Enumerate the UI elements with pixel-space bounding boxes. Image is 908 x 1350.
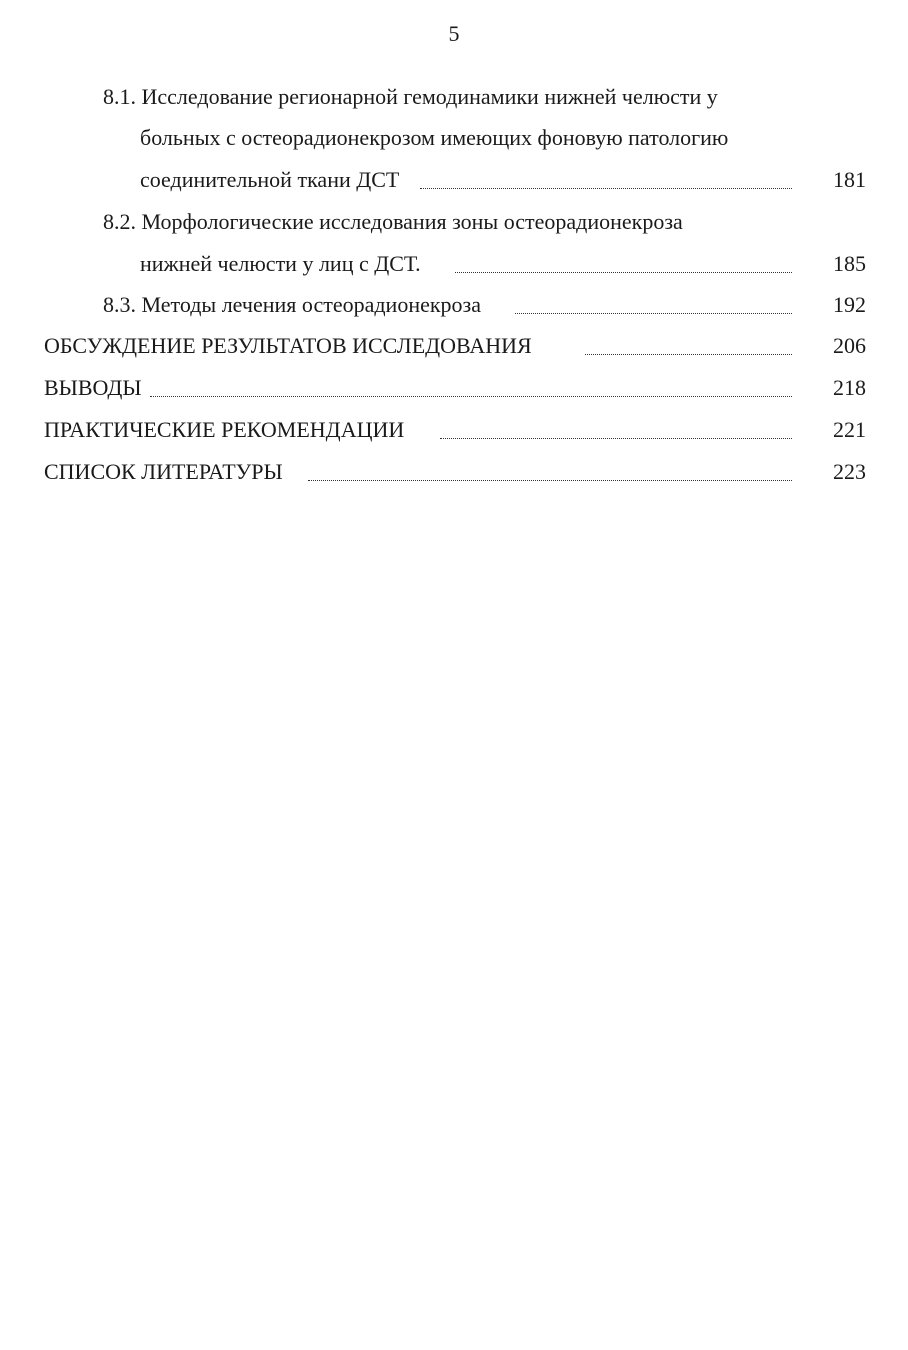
toc-entry-discussion[interactable] — [0, 331, 908, 361]
dot-leader — [440, 438, 792, 439]
toc-entry-8-1-line-1[interactable]: 8.1. Исследование регионарной гемодинамики нижней челюсти у — [103, 84, 718, 109]
dot-leader — [308, 480, 792, 481]
toc-page-references: 223 — [833, 459, 866, 484]
page-number: 5 — [448, 21, 460, 46]
toc-entry-recommendations[interactable] — [0, 415, 908, 445]
toc-page-8-1: 181 — [833, 167, 866, 192]
dot-leader — [150, 396, 792, 397]
toc-entry-8-2-line-2: нижней челюсти у лиц с ДСТ. — [140, 249, 421, 279]
toc-entry-references-label: СПИСОК ЛИТЕРАТУРЫ — [44, 457, 283, 487]
toc-entry-8-2-last-line[interactable] — [0, 249, 908, 279]
toc-entry-8-3[interactable] — [0, 290, 908, 320]
toc-page-8-3: 192 — [833, 292, 866, 317]
dot-leader — [455, 272, 792, 273]
dot-leader — [420, 188, 792, 189]
dot-leader — [585, 354, 792, 355]
toc-page-discussion: 206 — [833, 333, 866, 358]
toc-entry-8-3-label: 8.3. Методы лечения остеорадионекроза — [103, 290, 481, 320]
toc-entry-references[interactable] — [0, 457, 908, 487]
toc-entry-8-1-line-2[interactable]: больных с остеорадионекрозом имеющих фоновую патологию — [140, 125, 729, 150]
toc-entry-conclusions-label: ВЫВОДЫ — [44, 373, 142, 403]
dot-leader — [515, 313, 792, 314]
toc-entry-8-1-line-3: соединительной ткани ДСТ — [140, 165, 399, 195]
toc-entry-8-2-line-1[interactable]: 8.2. Морфологические исследования зоны остеорадионекроза — [103, 209, 683, 234]
toc-page-8-2: 185 — [833, 251, 866, 276]
toc-entry-8-1-last-line[interactable] — [0, 165, 908, 195]
toc-page-recommendations: 221 — [833, 417, 866, 442]
toc-page-conclusions: 218 — [833, 375, 866, 400]
toc-entry-conclusions[interactable] — [0, 373, 908, 403]
toc-entry-recommendations-label: ПРАКТИЧЕСКИЕ РЕКОМЕНДАЦИИ — [44, 415, 404, 445]
toc-entry-discussion-label: ОБСУЖДЕНИЕ РЕЗУЛЬТАТОВ ИССЛЕДОВАНИЯ — [44, 331, 532, 361]
